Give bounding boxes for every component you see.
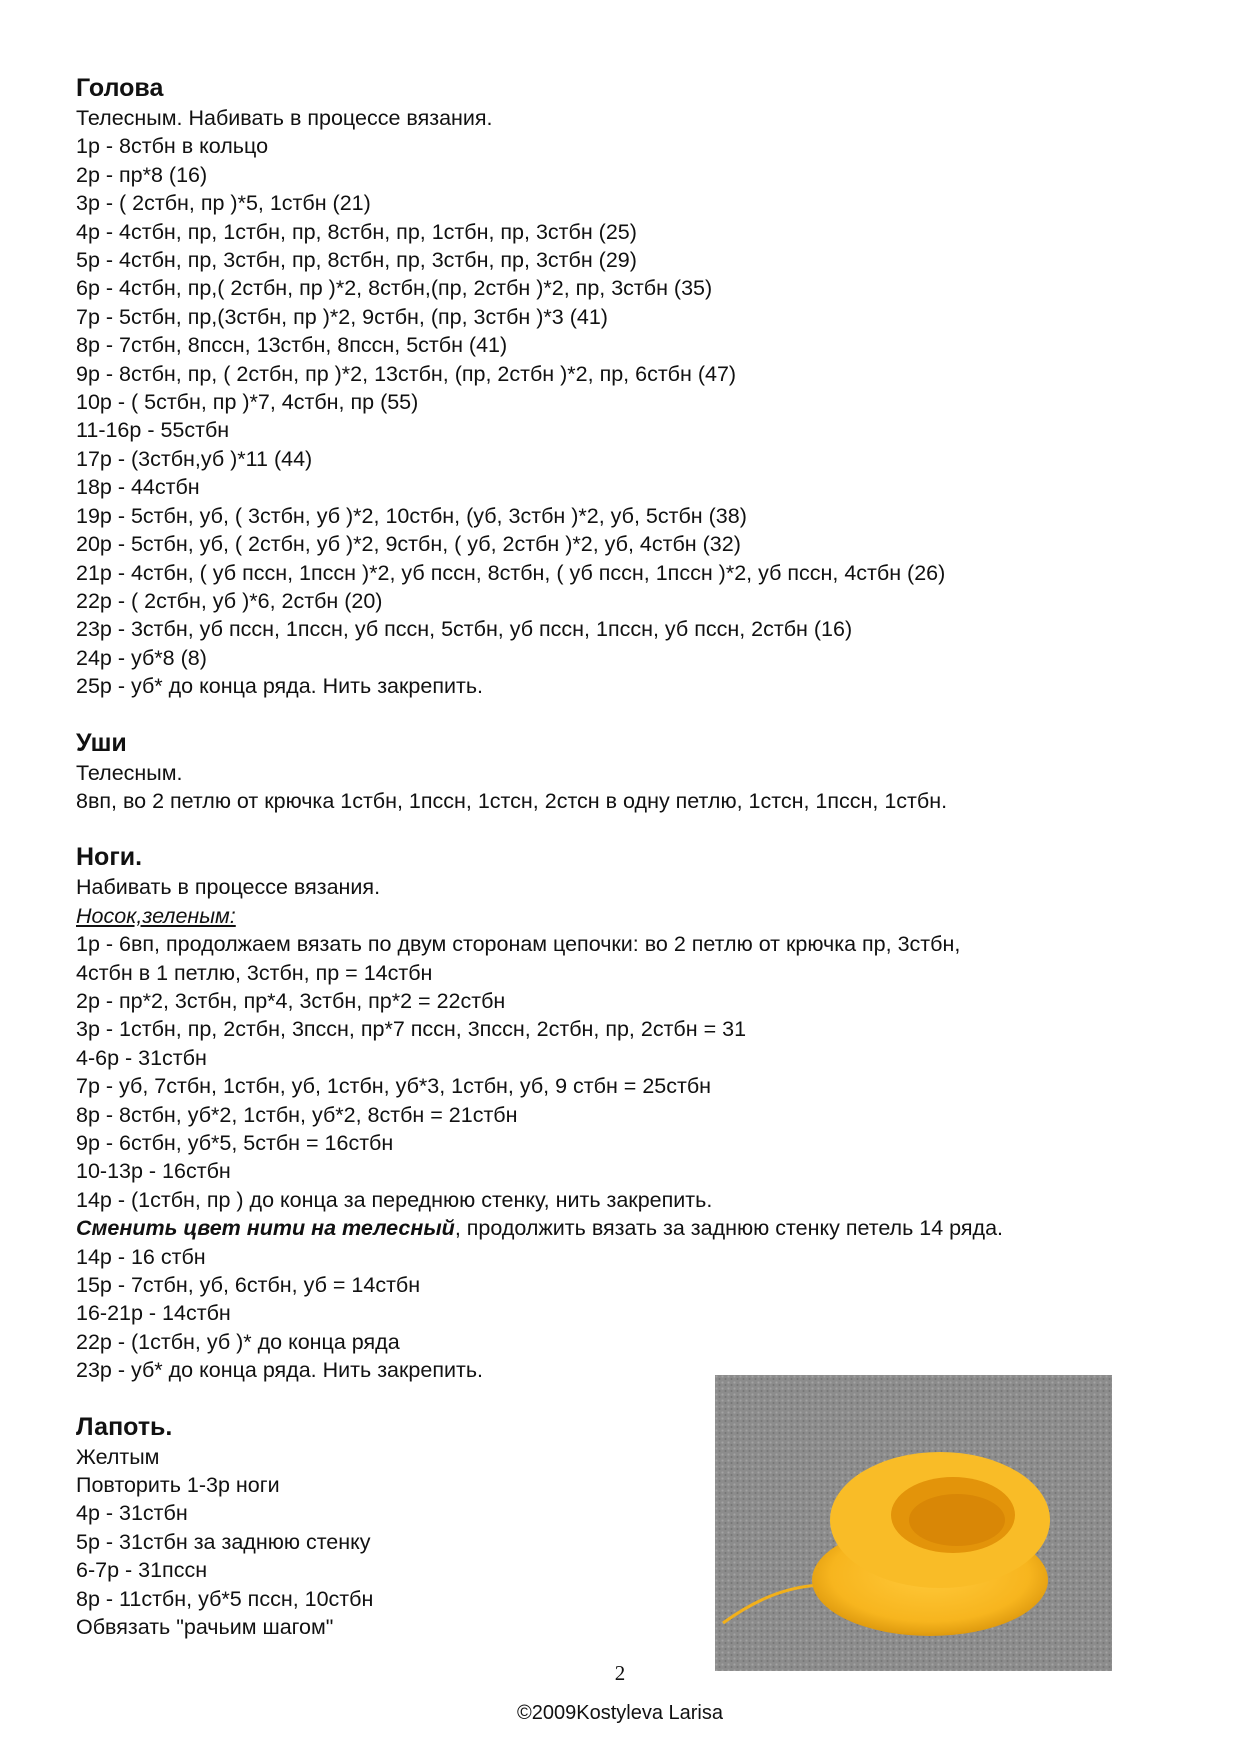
pattern-line: 6-7р - 31пссн xyxy=(76,1558,208,1583)
section-title-head: Голова xyxy=(76,74,164,102)
section-ears xyxy=(76,727,1176,816)
pattern-line: Телесным. Набивать в процессе вязания. xyxy=(76,106,493,130)
section-title-ears: Уши xyxy=(76,728,127,757)
pattern-line: 3р - ( 2стбн, пр )*5, 1стбн (21) xyxy=(76,191,371,216)
pattern-line: 20р - 5стбн, уб, ( 2стбн, уб )*2, 9стбн, ( уб, 2стбн )*2, уб, 4стбн (32) xyxy=(76,532,741,557)
pattern-line: 22р - ( 2стбн, уб )*6, 2стбн (20) xyxy=(76,588,383,613)
pattern-line: 2р - пр*8 (16) xyxy=(76,162,208,187)
pattern-line: 16-21р - 14стбн xyxy=(76,1301,231,1326)
pattern-line: 1р - 8стбн в кольцо xyxy=(76,134,269,159)
pattern-line: 23р - 3стбн, уб пссн, 1пссн, уб пссн, 5стбн, уб пссн, 1пссн, уб пссн, 2стбн (16) xyxy=(76,617,853,642)
pattern-line: 14р - 16 стбн xyxy=(76,1244,206,1269)
bowl-inner xyxy=(909,1494,1005,1546)
color-change-rest: , продолжить вязать за заднюю стенку петель 14 ряда. xyxy=(454,1216,1003,1241)
color-change-line xyxy=(76,1214,1176,1242)
pattern-line: 19р - 5стбн, уб, ( 3стбн, уб )*2, 10стбн, (уб, 3стбн )*2, уб, 5стбн (38) xyxy=(76,503,747,528)
color-change-emphasis: Сменить цвет нити на телесный xyxy=(76,1216,455,1241)
pattern-line: 15р - 7стбн, уб, 6стбн, уб = 14стбн xyxy=(76,1273,421,1298)
pattern-line: 6р - 4стбн, пр,( 2стбн, пр )*2, 8стбн,(пр, 2стбн )*2, пр, 3стбн (35) xyxy=(76,276,713,301)
head-lines xyxy=(76,104,1176,701)
pattern-line: 22р - (1стбн, уб )* до конца ряда xyxy=(76,1329,400,1354)
pattern-line: 2р - пр*2, 3стбн, пр*4, 3стбн, пр*2 = 22стбн xyxy=(76,988,506,1013)
pattern-line: 8вп, во 2 петлю от крючка 1стбн, 1пссн, 1стсн, 2стсн в одну петлю, 1стсн, 1пссн, 1стбн. xyxy=(76,788,948,813)
pattern-line: 7р - 5стбн, пр,(3стбн, пр )*2, 9стбн, (пр, 3стбн )*3 (41) xyxy=(76,304,608,329)
pattern-line: 9р - 6стбн, уб*5, 5стбн = 16стбн xyxy=(76,1131,394,1155)
pattern-line: 8р - 7стбн, 8пссн, 13стбн, 8пссн, 5стбн (41) xyxy=(76,333,508,358)
pattern-line: 24р - уб*8 (8) xyxy=(76,645,207,670)
pattern-line: 4р - 31стбн xyxy=(76,1501,188,1526)
pattern-line: Повторить 1-3р ноги xyxy=(76,1473,280,1498)
legs-intro: Набивать в процессе вязания. xyxy=(76,875,381,900)
sock-note: Носок,зеленым: xyxy=(76,903,236,928)
yellow-crochet-bowl-photo xyxy=(715,1375,1112,1671)
pattern-line: 5р - 31стбн за заднюю стенку xyxy=(76,1529,371,1554)
pattern-line: 4стбн в 1 петлю, 3стбн, пр = 14стбн xyxy=(76,960,433,985)
legs-lines-b xyxy=(76,1243,1176,1385)
pattern-line: 17р - (3стбн,уб )*11 (44) xyxy=(76,446,313,471)
pattern-line: 1р - 6вп, продолжаем вязать по двум сторонам цепочки: во 2 петлю от крючка пр, 3стбн, xyxy=(76,932,961,957)
pattern-line: 10-13р - 16стбн xyxy=(76,1159,231,1184)
section-title-paw: Лапоть. xyxy=(76,1412,173,1441)
pattern-line: 14р - (1стбн, пр ) до конца за переднюю стенку, нить закрепить. xyxy=(76,1187,713,1212)
legs-lines-a xyxy=(76,930,1176,1214)
pattern-line: 8р - 11стбн, уб*5 пссн, 10стбн xyxy=(76,1586,374,1611)
pattern-line: 21р - 4стбн, ( уб пссн, 1пссн )*2, уб пссн, 8стбн, ( уб пссн, 1пссн )*2, уб пссн, 4стбн (26) xyxy=(76,560,946,585)
pattern-line: 25р - уб* до конца ряда. Нить закрепить. xyxy=(76,674,483,699)
section-legs xyxy=(76,841,1176,1384)
section-title-legs: Ноги. xyxy=(76,843,143,872)
pattern-line: 23р - уб* до конца ряда. Нить закрепить. xyxy=(76,1358,483,1383)
paw-last-line: Обвязать "рачьим шагом" xyxy=(76,1615,334,1640)
pattern-line: 10р - ( 5стбн, пр )*7, 4стбн, пр (55) xyxy=(76,390,419,415)
pattern-line: Желтым xyxy=(76,1444,160,1469)
ears-lines xyxy=(76,759,1176,816)
copyright: ©2009Kostyleva Larisa xyxy=(517,1702,723,1724)
pattern-line: 3р - 1стбн, пр, 2стбн, 3пссн, пр*7 пссн, 3пссн, 2стбн, пр, 2стбн = 31 xyxy=(76,1017,747,1042)
pattern-line: 8р - 8стбн, уб*2, 1стбн, уб*2, 8стбн = 21стбн xyxy=(76,1102,518,1127)
pattern-line: 9р - 8стбн, пр, ( 2стбн, пр )*2, 13стбн, (пр, 2стбн )*2, пр, 6стбн (47) xyxy=(76,361,737,386)
pattern-line: 5р - 4стбн, пр, 3стбн, пр, 8стбн, пр, 3стбн, пр, 3стбн (29) xyxy=(76,248,637,273)
pattern-line: 7р - уб, 7стбн, 1стбн, уб, 1стбн, уб*3, 1стбн, уб, 9 стбн = 25стбн xyxy=(76,1074,712,1099)
page-number: 2 xyxy=(614,1661,626,1685)
pattern-line: 4-6р - 31стбн xyxy=(76,1045,207,1070)
pattern-line: 11-16р - 55стбн xyxy=(76,418,230,443)
section-head xyxy=(76,72,1176,701)
pattern-line: 18р - 44стбн xyxy=(76,475,200,500)
pattern-line: 4р - 4стбн, пр, 1стбн, пр, 8стбн, пр, 1стбн, пр, 3стбн (25) xyxy=(76,219,637,244)
pattern-line: Телесным. xyxy=(76,760,183,785)
